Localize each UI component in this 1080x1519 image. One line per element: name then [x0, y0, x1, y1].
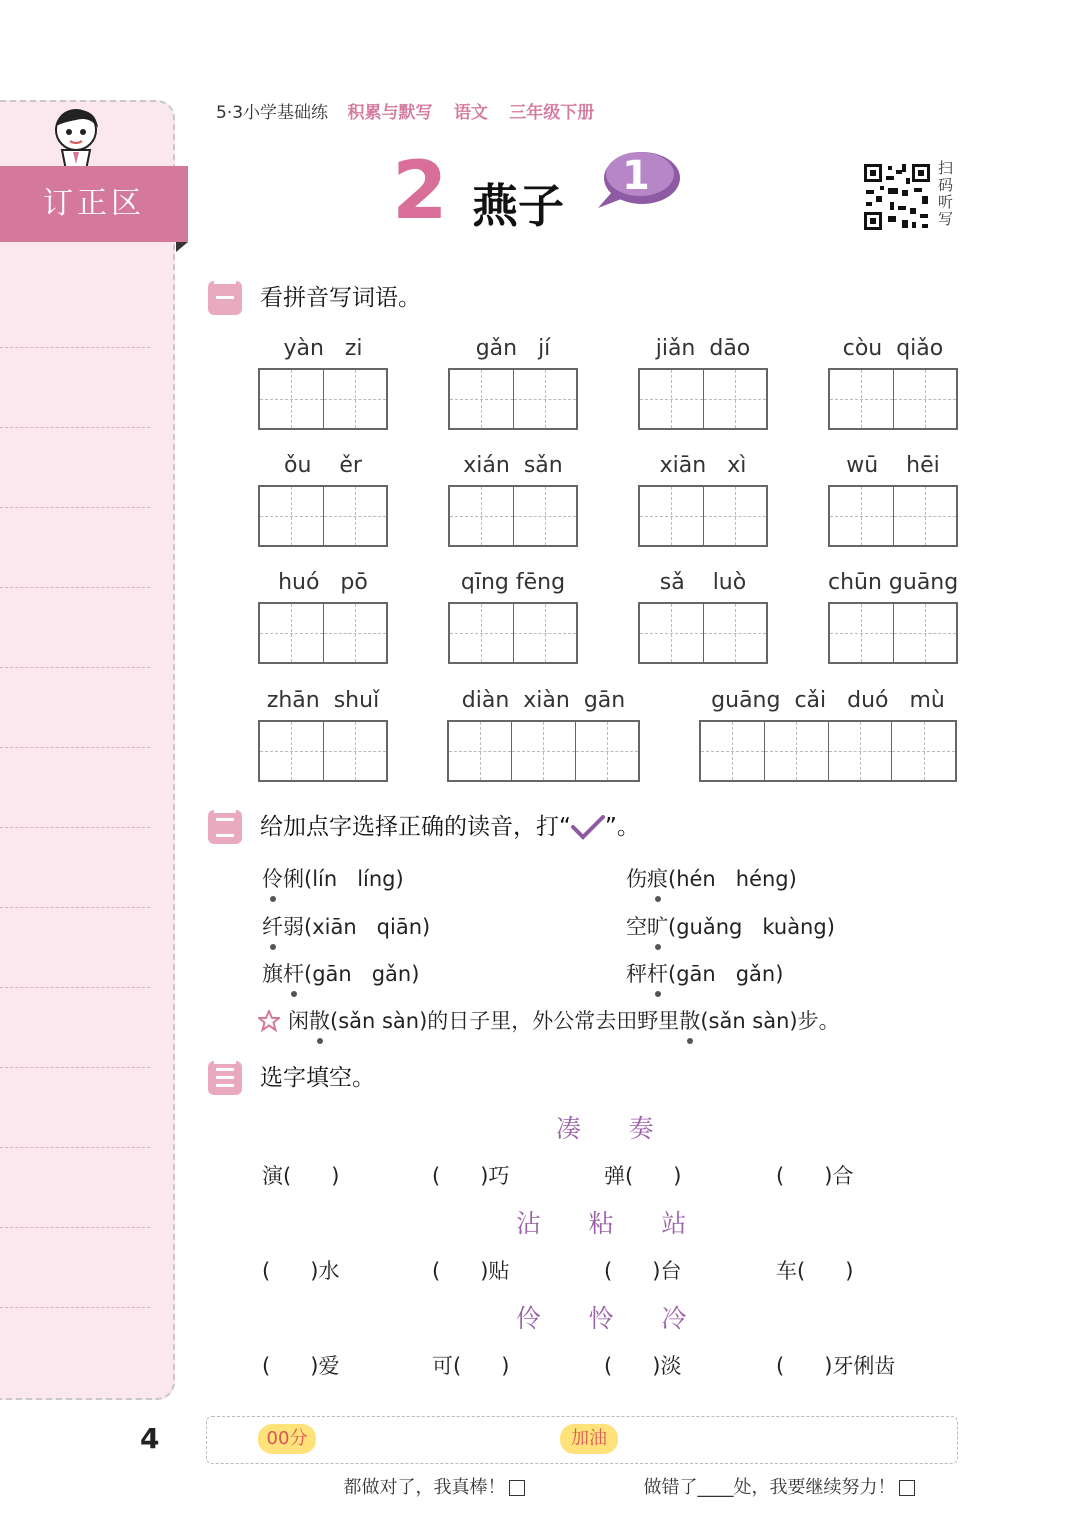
lesson-number: 2	[392, 144, 448, 237]
section3-badge-mark-top	[216, 1068, 234, 1071]
pinyin-label: chūn guāng	[828, 570, 959, 595]
full-score-checkbox[interactable]	[509, 1480, 525, 1496]
writing-cell[interactable]	[894, 604, 957, 662]
fill-blank[interactable]: ( )贴	[432, 1259, 510, 1283]
qr-code-icon[interactable]	[862, 162, 932, 232]
section2-title-a: 给加点字选择正确的读音，打“	[260, 814, 571, 840]
writing-cell[interactable]	[450, 604, 514, 662]
sentence-question	[288, 1006, 840, 1036]
writing-cell[interactable]	[892, 722, 955, 780]
tianzige-grid[interactable]	[828, 602, 958, 664]
word-char: 伤	[626, 867, 647, 891]
part-number: 1	[622, 153, 650, 199]
pinyin-label: zhān shuǐ	[266, 688, 380, 713]
reading-options: 俐(lín líng)	[283, 867, 404, 891]
section2-badge-mark-bottom	[216, 834, 234, 837]
qr-caption: 扫码听写	[938, 159, 954, 228]
pinyin-label: guāng cǎi duó mù	[711, 688, 945, 713]
full-score-badge: 00分	[258, 1424, 316, 1454]
dotted-char: 旷	[647, 912, 668, 942]
writing-cell[interactable]	[512, 722, 575, 780]
writing-cell[interactable]	[514, 604, 577, 662]
section2-badge	[208, 810, 242, 844]
fill-blank[interactable]: 演( )	[262, 1164, 340, 1188]
tianzige-grid[interactable]	[448, 368, 578, 430]
reading-choice-item[interactable]	[262, 864, 404, 894]
fill-blank[interactable]: ( )台	[604, 1259, 682, 1283]
option-characters: 伶 怜 冷	[516, 1304, 687, 1333]
fill-blank[interactable]: 可( )	[432, 1354, 510, 1378]
section3-badge-mark-mid	[216, 1076, 234, 1079]
writing-cell[interactable]	[260, 487, 324, 545]
pinyin-label: jiǎn dāo	[655, 336, 751, 361]
dotted-char: 杆	[647, 959, 668, 989]
writing-cell[interactable]	[576, 722, 638, 780]
writing-cell[interactable]	[514, 487, 577, 545]
section3-title: 选字填空。	[260, 1065, 375, 1091]
word-char: 旗	[262, 962, 283, 986]
boy-mascot-icon	[46, 104, 106, 174]
writing-cell[interactable]	[704, 487, 767, 545]
section2-badge-mark-top	[216, 818, 234, 821]
keep-going-badge: 加油	[560, 1424, 618, 1454]
fill-blank[interactable]: ( )爱	[262, 1354, 340, 1378]
writing-cell[interactable]	[830, 604, 894, 662]
tag-accumulate: 积累与默写	[347, 103, 433, 123]
writing-cell[interactable]	[324, 604, 387, 662]
reading-options: (guǎng kuàng)	[668, 915, 835, 939]
writing-cell[interactable]	[324, 370, 387, 428]
tianzige-grid[interactable]	[448, 602, 578, 664]
reading-options: 弱(xiān qiān)	[283, 915, 431, 939]
pinyin-label: còu qiǎo	[842, 336, 944, 361]
pinyin-label: qīng fēng	[460, 570, 566, 595]
pinyin-label: gǎn jí	[475, 336, 551, 361]
dotted-char: 散	[309, 1006, 330, 1036]
fill-blank[interactable]: ( )水	[262, 1259, 340, 1283]
writing-cell[interactable]	[260, 370, 324, 428]
tianzige-grid[interactable]	[448, 485, 578, 547]
page-number: 4	[140, 1422, 160, 1455]
correction-sidebar	[0, 100, 175, 1400]
tianzige-grid[interactable]	[638, 602, 768, 664]
reading-choice-item[interactable]	[626, 959, 783, 989]
reading-choice-item[interactable]	[626, 864, 797, 894]
pinyin-label: diàn xiàn gān	[461, 688, 626, 713]
writing-cell[interactable]	[450, 370, 514, 428]
writing-cell[interactable]	[894, 370, 957, 428]
writing-cell[interactable]	[260, 722, 324, 780]
full-score-label: 都做对了，我真棒！	[343, 1477, 506, 1498]
tag-grade: 三年级下册	[509, 103, 595, 123]
pinyin-label: sǎ luò	[659, 570, 747, 595]
writing-cell[interactable]	[450, 487, 514, 545]
writing-cell[interactable]	[830, 370, 894, 428]
fill-blank[interactable]: ( )淡	[604, 1354, 682, 1378]
word-char: 秤	[626, 962, 647, 986]
lesson-title: 燕子	[472, 179, 564, 233]
reading-options: (hén héng)	[668, 867, 797, 891]
section1-title: 看拼音写词语。	[260, 285, 421, 311]
sentence-part-c: (sǎn sàn)步。	[700, 1009, 840, 1033]
option-characters: 凑 奏	[556, 1114, 654, 1143]
writing-cell[interactable]	[894, 487, 957, 545]
fill-blank[interactable]: ( )牙俐齿	[776, 1354, 896, 1378]
pinyin-label: yàn zi	[283, 336, 363, 361]
tianzige-grid[interactable]	[258, 368, 388, 430]
writing-cell[interactable]	[701, 722, 765, 780]
writing-cell[interactable]	[260, 604, 324, 662]
tianzige-grid[interactable]	[447, 720, 640, 782]
writing-cell[interactable]	[704, 370, 767, 428]
writing-cell[interactable]	[704, 604, 767, 662]
section1-badge-mark	[216, 296, 234, 299]
tianzige-grid[interactable]	[828, 485, 958, 547]
fill-blank[interactable]: 弹( )	[604, 1164, 682, 1188]
section2-title	[260, 810, 640, 844]
mistakes-text	[632, 1416, 915, 1512]
dotted-char: 杆	[283, 959, 304, 989]
writing-cell[interactable]	[449, 722, 512, 780]
tianzige-grid[interactable]	[638, 368, 768, 430]
tianzige-grid[interactable]	[828, 368, 958, 430]
tianzige-grid[interactable]	[258, 602, 388, 664]
section2-title-b: ”。	[604, 814, 640, 840]
fill-blank[interactable]: ( )巧	[432, 1164, 510, 1188]
series-name: 5·3小学基础练	[216, 103, 329, 123]
dotted-char: 痕	[647, 864, 668, 894]
writing-cell[interactable]	[830, 487, 894, 545]
writing-cell[interactable]	[829, 722, 893, 780]
reading-choice-item[interactable]	[262, 959, 419, 989]
reading-options: (gān gǎn)	[668, 962, 784, 986]
reading-options: (gān gǎn)	[304, 962, 420, 986]
tianzige-grid[interactable]	[258, 485, 388, 547]
pinyin-label: xiān xì	[659, 453, 747, 478]
writing-cell[interactable]	[640, 370, 704, 428]
pinyin-label: xián sǎn	[463, 453, 563, 478]
writing-cell[interactable]	[640, 487, 704, 545]
fill-blank[interactable]: 车( )	[776, 1259, 854, 1283]
pinyin-label: ǒu ěr	[284, 453, 362, 478]
fill-blank[interactable]: ( )合	[776, 1164, 854, 1188]
reading-choice-item[interactable]	[626, 912, 835, 942]
ribbon-fold	[176, 242, 188, 252]
dotted-char: 伶	[262, 864, 283, 894]
reading-choice-item[interactable]	[262, 912, 430, 942]
mistakes-label: 做错了____处，我要继续努力！	[643, 1477, 896, 1498]
mistakes-checkbox[interactable]	[899, 1480, 915, 1496]
writing-cell[interactable]	[640, 604, 704, 662]
full-score-text	[332, 1416, 525, 1512]
tag-subject: 语文	[453, 103, 488, 123]
writing-cell[interactable]	[765, 722, 829, 780]
tianzige-grid[interactable]	[258, 720, 388, 782]
pinyin-label: huó pō	[278, 570, 368, 595]
writing-cell[interactable]	[324, 487, 387, 545]
book-series	[216, 100, 594, 126]
option-characters: 沾 粘 站	[516, 1209, 687, 1238]
sentence-part-a: 闲	[288, 1009, 309, 1033]
tianzige-grid[interactable]	[699, 720, 957, 782]
tianzige-grid[interactable]	[638, 485, 768, 547]
writing-cell[interactable]	[324, 722, 387, 780]
dotted-char: 纤	[262, 912, 283, 942]
sentence-part-b: (sǎn sàn)的日子里，外公常去田野里	[330, 1009, 680, 1033]
dotted-char: 散	[679, 1006, 700, 1036]
writing-cell[interactable]	[514, 370, 577, 428]
star-icon	[258, 1010, 280, 1032]
section3-badge-mark-bottom	[216, 1084, 234, 1087]
correction-area-label: 订正区	[0, 166, 188, 242]
pinyin-label: wū hēi	[846, 453, 940, 478]
checkmark-icon	[571, 815, 605, 841]
word-char: 空	[626, 915, 647, 939]
